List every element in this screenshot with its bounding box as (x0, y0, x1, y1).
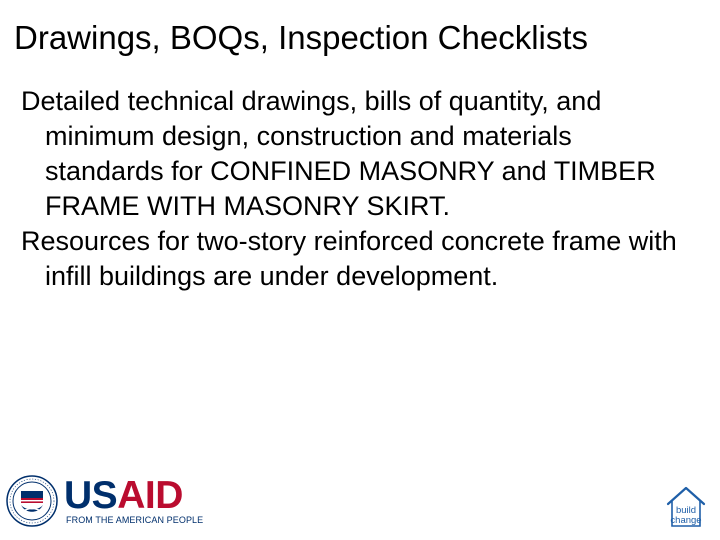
usaid-logo (6, 473, 202, 529)
usaid-wordmark (64, 476, 183, 516)
build-change-line1: build (675, 505, 697, 516)
wordmark-us: US (64, 474, 118, 517)
build-change-line2: change (670, 515, 702, 526)
slide-title: Drawings, BOQs, Inspection Checklists (14, 19, 589, 56)
build-change-logo (662, 484, 710, 528)
usaid-seal-icon (6, 475, 58, 527)
body-text (21, 84, 681, 294)
paragraph-drawings: Detailed technical drawings, bills of quantity, and minimum design, construction and materials standards for CONFINED MASONRY and TIMBER FRAME WITH MASONRY SKIRT. (21, 86, 656, 221)
wordmark-aid: AID (117, 474, 183, 517)
paragraph-resources: Resources for two-story reinforced concrete frame with infill buildings are under development. (21, 226, 677, 291)
usaid-tagline: FROM THE AMERICAN PEOPLE (66, 515, 204, 525)
